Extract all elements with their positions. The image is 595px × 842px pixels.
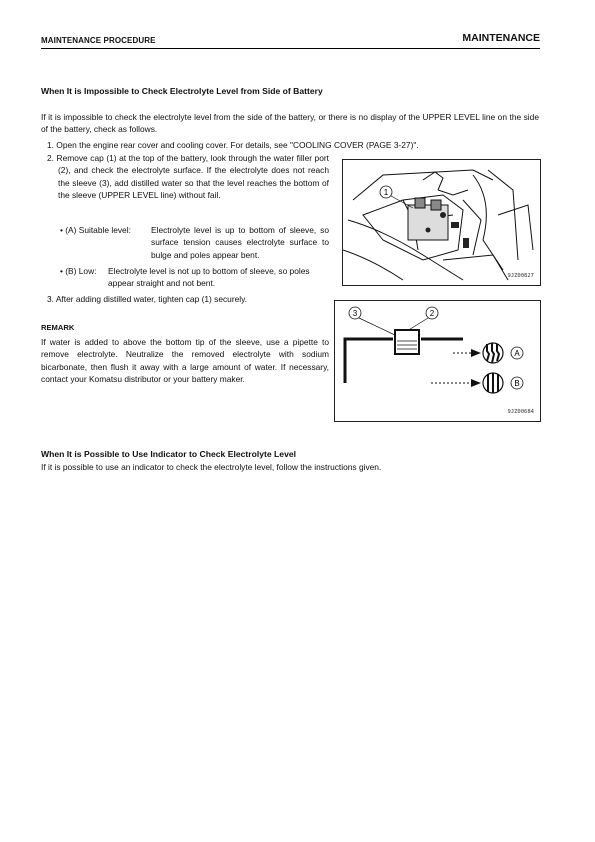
callout-2-label: 2: [429, 309, 435, 318]
header-chapter-title: MAINTENANCE: [462, 32, 540, 44]
step-1: 1. Open the engine rear cover and cooling cover. For details, see "COOLING COVER (PAGE 3-27)".: [47, 140, 419, 150]
indicator-paragraph: If it is possible to use an indicator to check the electrolyte level, follow the instructions given.: [41, 462, 382, 472]
bullet-a-label: • (A) Suitable level:: [60, 225, 131, 235]
bullet-b-text: Electrolyte level is not up to bottom of sleeve, so poles appear straight and not bent.: [108, 266, 310, 289]
callout-1-label: 1: [383, 188, 389, 197]
header-rule: [41, 48, 540, 49]
bullet-b-label: • (B) Low:: [60, 266, 97, 276]
header-section-title: MAINTENANCE PROCEDURE: [41, 36, 156, 45]
battery-illustration: [343, 160, 540, 285]
sleeve-diagram: [335, 301, 540, 421]
label-b: B: [514, 379, 520, 388]
step-2: 2. Remove cap (1) at the top of the battery, look through the water filler port (2), and check the electrolyte surface. If the electrolyte does not reach the sleeve (3), add distilled water so that the level reaches the bottom of the sleeve (UPPER LEVEL line) without fail.: [47, 153, 329, 200]
intro-paragraph: If it is impossible to check the electrolyte level from the side of the battery, or there is no display of the UPPER LEVEL line on the side of the battery, check as follows.: [41, 112, 539, 135]
callout-3-label: 3: [352, 309, 358, 318]
section-heading-indicator: When It is Possible to Use Indicator to Check Electrolyte Level: [41, 449, 297, 459]
section-heading-impossible: When It is Impossible to Check Electrolyte Level from Side of Battery: [41, 86, 323, 96]
sleeve-shape: [395, 330, 419, 354]
remark-heading: REMARK: [41, 323, 75, 332]
figure-1-id: 9JZ00827: [507, 273, 534, 279]
figure-2-id: 9JZ00684: [507, 409, 534, 415]
step-3: 3. After adding distilled water, tighten cap (1) securely.: [47, 294, 248, 304]
battery-figure: [342, 159, 541, 286]
remark-text: If water is added to above the bottom tip of the sleeve, use a pipette to remove electrolyte. Neutralize the removed electrolyte with sodium bicarbonate, then flush it away with a large amount of water. If necessary, contact your Komatsu distributor or your battery maker.: [41, 337, 329, 384]
sleeve-figure: [334, 300, 541, 422]
bullet-a-text: Electrolyte level is up to bottom of sleeve, so surface tension causes electrolyte surface to bulge and poles appear bent.: [151, 225, 329, 260]
label-a: A: [514, 349, 520, 358]
